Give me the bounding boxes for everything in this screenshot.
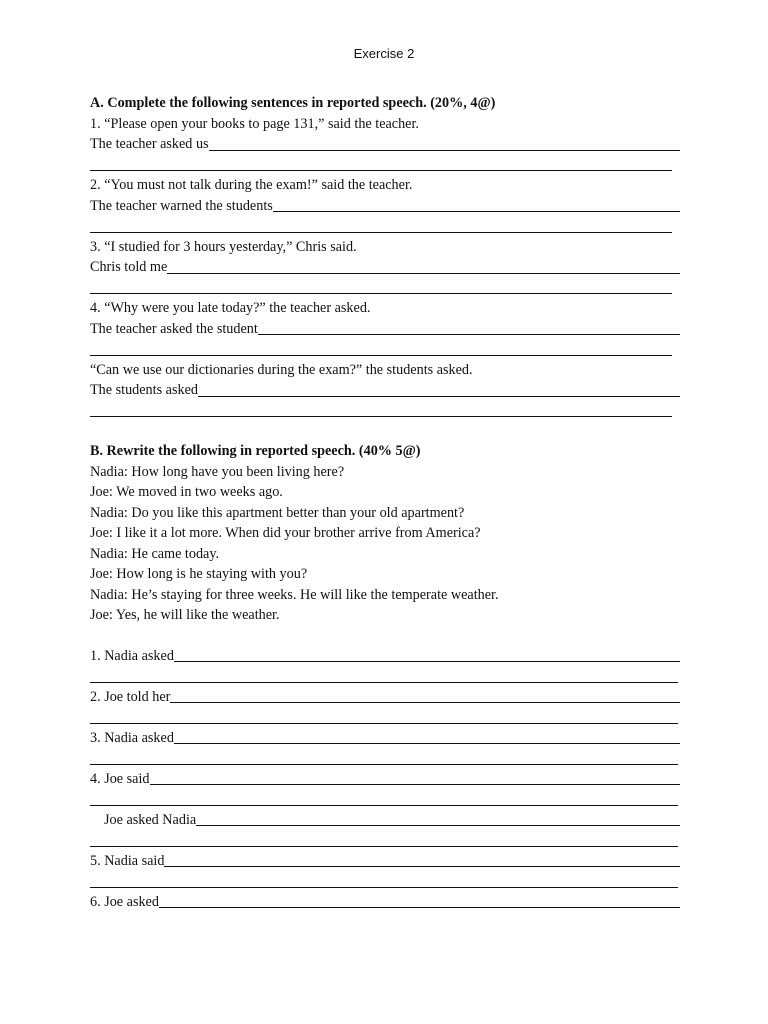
section-b-heading — [90, 441, 680, 462]
section-b — [90, 441, 680, 912]
section-a-item-2 — [90, 175, 680, 237]
answer-line[interactable] — [150, 770, 680, 785]
dialogue-line: Nadia: He’s staying for three weeks. He will like the temperate weather. — [90, 586, 499, 603]
answer-line[interactable] — [164, 852, 680, 867]
section-a-item-1 — [90, 114, 680, 176]
answer-line[interactable] — [273, 197, 680, 212]
answer-line[interactable] — [198, 382, 680, 397]
answer-prompt: 2. Joe told her — [90, 688, 171, 705]
answer-prompt: 1. Nadia asked — [90, 647, 174, 664]
dialogue-line: Nadia: Do you like this apartment better than your old apartment? — [90, 504, 465, 521]
worksheet-content — [90, 93, 680, 912]
answer-line[interactable] — [196, 811, 680, 826]
section-a-heading — [90, 93, 680, 114]
dialogue-line: Joe: How long is he staying with you? — [90, 566, 308, 582]
answer-line-continued[interactable] — [90, 830, 680, 851]
answer-line-continued[interactable] — [90, 871, 680, 892]
item-prompt: The teacher asked the student — [90, 320, 258, 337]
answer-prompt: 3. Nadia asked — [90, 729, 174, 746]
item-prompt: The students asked — [90, 382, 198, 398]
item-quote: 4. “Why were you late today?” the teacher asked. — [90, 300, 371, 316]
dialogue-line: Nadia: He came today. — [90, 545, 220, 562]
answer-line[interactable] — [174, 729, 680, 744]
section-b-answers — [90, 646, 680, 913]
answer-line-continued[interactable] — [90, 339, 680, 360]
answer-line[interactable] — [174, 647, 680, 662]
answer-line-continued[interactable] — [90, 155, 680, 176]
section-a-item-5 — [90, 360, 680, 422]
answer-line-continued[interactable] — [90, 707, 680, 728]
answer-line[interactable] — [258, 320, 680, 335]
answer-line-continued[interactable] — [90, 401, 680, 422]
section-a-item-4 — [90, 298, 680, 360]
page-title: Exercise 2 — [353, 46, 415, 61]
item-prompt: The teacher asked us — [90, 136, 209, 152]
section-a-item-3 — [90, 237, 680, 299]
answer-line-continued[interactable] — [90, 666, 680, 687]
answer-line[interactable] — [159, 893, 680, 908]
item-prompt: The teacher warned the students — [90, 197, 273, 214]
answer-prompt: Joe asked Nadia — [104, 811, 197, 828]
answer-line-continued[interactable] — [90, 789, 680, 810]
answer-line[interactable] — [209, 136, 680, 151]
dialogue-line: Joe: Yes, he will like the weather. — [90, 607, 280, 623]
answer-prompt: 5. Nadia said — [90, 852, 165, 869]
answer-prompt: 6. Joe asked — [90, 893, 159, 910]
item-quote: 1. “Please open your books to page 131,” said the teacher. — [90, 115, 419, 132]
answer-line[interactable] — [170, 688, 680, 703]
dialogue-line: Nadia: How long have you been living here? — [90, 463, 345, 480]
answer-line-continued[interactable] — [90, 278, 680, 299]
answer-prompt: 4. Joe said — [90, 770, 150, 787]
dialogue-line: Joe: I like it a lot more. When did your brother arrive from America? — [90, 525, 481, 541]
item-prompt: Chris told me — [90, 259, 168, 275]
item-quote: 3. “I studied for 3 hours yesterday,” Chris said. — [90, 238, 357, 255]
dialogue-line: Joe: We moved in two weeks ago. — [90, 484, 283, 500]
section-a-heading-text: A. Complete the following sentences in reported speech. (20%, 4@) — [90, 95, 496, 111]
item-quote: 2. “You must not talk during the exam!” said the teacher. — [90, 177, 413, 193]
section-b-heading-text: B. Rewrite the following in reported speech. (40% 5@) — [90, 443, 421, 459]
answer-line[interactable] — [167, 259, 680, 274]
item-quote: “Can we use our dictionaries during the exam?” the students asked. — [90, 361, 473, 378]
answer-line-continued[interactable] — [90, 748, 680, 769]
answer-line-continued[interactable] — [90, 216, 680, 237]
